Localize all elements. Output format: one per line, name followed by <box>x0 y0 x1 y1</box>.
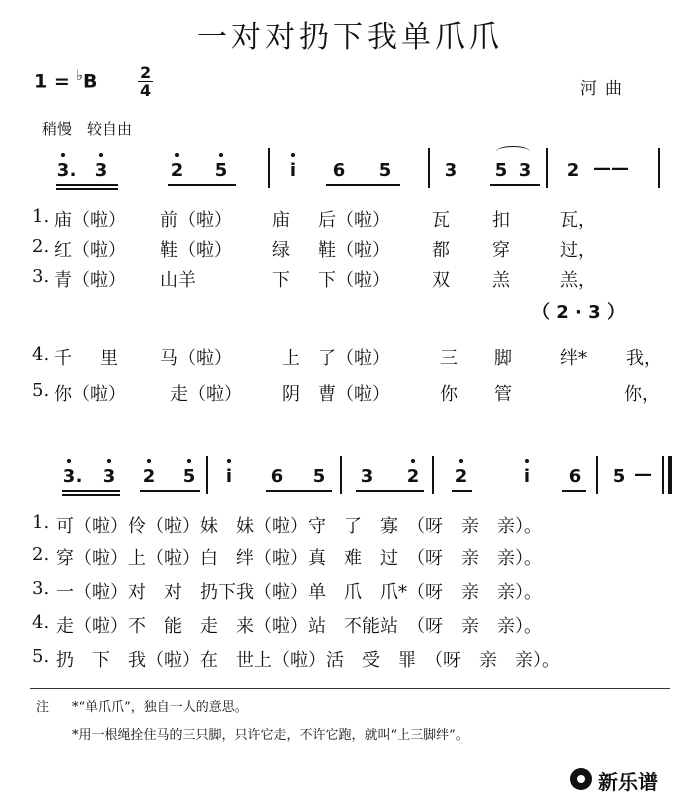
key-signature <box>34 68 97 92</box>
note: 3 <box>88 160 114 181</box>
time-signature <box>138 64 153 99</box>
note: i <box>280 160 306 181</box>
note-sustain: —— <box>593 158 629 179</box>
lyric: 后（啦） <box>318 210 390 231</box>
beam <box>56 184 118 186</box>
lyric: 鞋（啦） <box>318 240 390 261</box>
time-numerator: 2 <box>140 63 152 82</box>
verse-number: 2. <box>32 236 50 257</box>
note: 2 <box>400 466 426 487</box>
note-dot: . <box>75 466 83 487</box>
bar-line <box>662 456 664 494</box>
lyric: 千 <box>54 348 72 369</box>
lyric-line: 一（啦）对 对 扔下我（啦）单 爪 爪*（呀 亲 亲）。 <box>56 582 542 603</box>
beam <box>490 184 540 186</box>
lyric: 扣 <box>492 210 510 231</box>
flat-symbol: ♭ <box>76 68 83 84</box>
verse-number: 3. <box>32 578 50 599</box>
footnote-divider <box>30 688 670 689</box>
lyric: 下 <box>272 270 290 291</box>
lyric: 脚 <box>494 348 512 369</box>
note: 2 <box>566 160 580 181</box>
key-note: B <box>83 70 98 93</box>
beam <box>356 490 424 492</box>
note: 6 <box>568 466 582 487</box>
lyric: 前（啦） <box>160 210 232 231</box>
music-disc-icon <box>570 768 592 790</box>
lyric: 三 <box>440 348 458 369</box>
note: 3 <box>50 160 76 181</box>
lyric-line: 穿（啦）上（啦）白 绊（啦）真 难 过 （呀 亲 亲）。 <box>56 548 542 569</box>
lyric-line: 可（啦）伶（啦）妹 妹（啦）守 了 寡 （呀 亲 亲）。 <box>56 516 542 537</box>
lyric: 红（啦） <box>54 240 126 261</box>
note: 2 <box>136 466 162 487</box>
site-logo[interactable]: 新乐谱 <box>598 770 658 794</box>
lyric: 庙 <box>272 210 290 231</box>
footnote-label: 注 <box>36 700 50 715</box>
beam <box>326 184 400 186</box>
song-title: 一对对扔下我单爪爪 <box>197 20 503 55</box>
beam <box>562 490 586 492</box>
verse-number: 1. <box>32 512 50 533</box>
lyric: 下（啦） <box>318 270 390 291</box>
bar-line <box>268 148 270 188</box>
note: 6 <box>332 160 346 181</box>
lyric: 里 <box>100 348 118 369</box>
song-origin: 河曲 <box>580 79 630 99</box>
lyric: 马（啦） <box>160 348 232 369</box>
lyric: 走（啦） <box>170 384 242 405</box>
note-dot: . <box>69 160 77 181</box>
verse-number: 4. <box>32 612 50 633</box>
verse-number: 3. <box>32 266 50 287</box>
note: 6 <box>270 466 284 487</box>
lyric: 你（啦） <box>54 384 126 405</box>
note: 2 <box>448 466 474 487</box>
note: 2 <box>164 160 190 181</box>
note: 5 <box>612 466 626 487</box>
verse-number: 5. <box>32 646 50 667</box>
bar-line <box>340 456 342 494</box>
lyric: 曹（啦） <box>318 384 390 405</box>
verse-number: 2. <box>32 544 50 565</box>
lyric: 了（啦） <box>318 348 390 369</box>
beam <box>56 188 118 190</box>
key-prefix: 1 = <box>34 70 70 93</box>
lyric: 瓦 <box>432 210 450 231</box>
bar-line <box>658 148 660 188</box>
tempo-marking: 稍慢 较自由 <box>42 120 133 138</box>
lyric-line: 走（啦）不 能 走 来（啦）站 不能站 （呀 亲 亲）。 <box>56 616 542 637</box>
lyric: 管 <box>494 384 512 405</box>
lyric: 阴 <box>282 384 300 405</box>
lyric: 山羊 <box>160 270 196 291</box>
lyric: 羔， <box>560 270 596 291</box>
bar-line <box>596 456 598 494</box>
lyric: 过， <box>560 240 596 261</box>
verse-number: 5. <box>32 380 50 401</box>
lyric: 庙（啦） <box>54 210 126 231</box>
lyric: 你， <box>624 384 660 405</box>
final-bar-line <box>668 456 672 494</box>
note: 3 <box>518 160 532 181</box>
lyric: 穿 <box>492 240 510 261</box>
lyric: 你 <box>440 384 458 405</box>
lyric: 瓦， <box>560 210 596 231</box>
lyric: 羔 <box>492 270 510 291</box>
time-denominator: 4 <box>140 81 152 100</box>
bar-line <box>206 456 208 494</box>
lyric: 绿 <box>272 240 290 261</box>
footnote-1: *“单爪爪”，独自一人的意思。 <box>72 700 248 715</box>
lyric: 双 <box>432 270 450 291</box>
beam <box>266 490 332 492</box>
note: 3 <box>96 466 122 487</box>
note-sustain: — <box>634 464 652 485</box>
note: 3 <box>56 466 82 487</box>
lyric: 上 <box>282 348 300 369</box>
beam <box>168 184 236 186</box>
slur <box>496 146 530 157</box>
beam <box>62 490 120 492</box>
beam <box>140 490 200 492</box>
lyric: 绊* <box>560 348 587 369</box>
lyric: 都 <box>432 240 450 261</box>
bar-line <box>428 148 430 188</box>
pickup-notes: （ 2 · 3 ） <box>532 302 625 323</box>
bar-line <box>546 148 548 188</box>
note: 5 <box>176 466 202 487</box>
note: 3 <box>360 466 374 487</box>
verse-number: 4. <box>32 344 50 365</box>
lyric: 我， <box>626 348 662 369</box>
beam <box>452 490 472 492</box>
bar-line <box>432 456 434 494</box>
note: 5 <box>208 160 234 181</box>
note: 3 <box>444 160 458 181</box>
lyric: 鞋（啦） <box>160 240 232 261</box>
note: 5 <box>494 160 508 181</box>
verse-number: 1. <box>32 206 50 227</box>
lyric: 青（啦） <box>54 270 126 291</box>
note: i <box>216 466 242 487</box>
note: 5 <box>312 466 326 487</box>
note: 5 <box>378 160 392 181</box>
note: i <box>514 466 540 487</box>
beam <box>62 494 120 496</box>
footnote-2: *用一根绳拴住马的三只脚，只许它走，不许它跑，就叫“上三脚绊”。 <box>72 728 469 743</box>
lyric-line: 扔 下 我（啦）在 世上（啦）活 受 罪 （呀 亲 亲）。 <box>56 650 560 671</box>
